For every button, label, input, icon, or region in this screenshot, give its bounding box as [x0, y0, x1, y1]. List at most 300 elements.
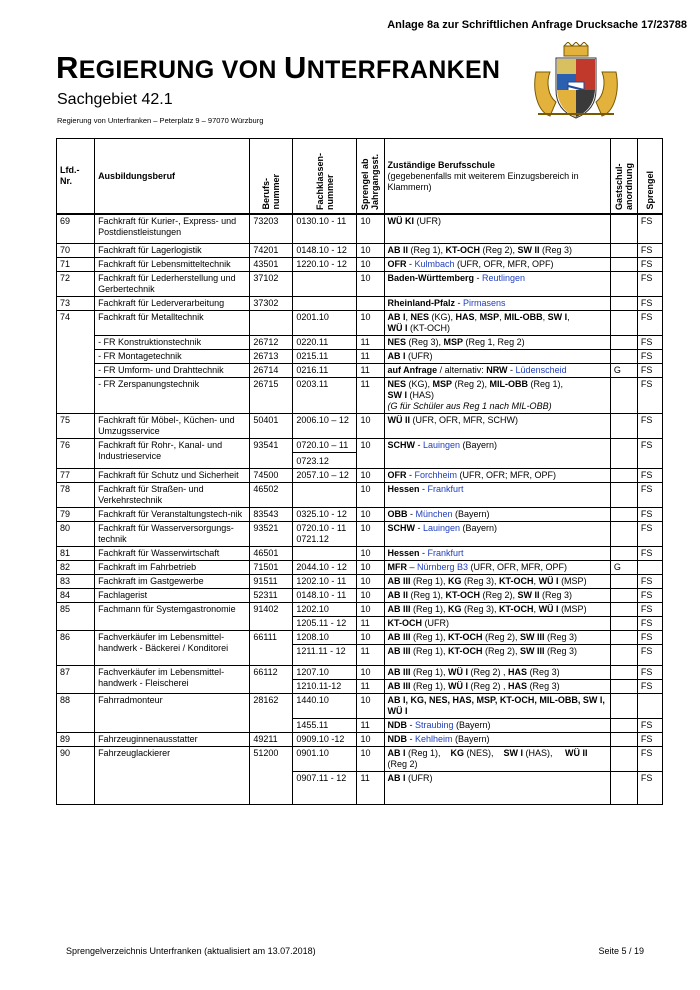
- school-text: (UFR, OFR, MFR, SCHW): [410, 414, 518, 425]
- school-code: AB III: [387, 645, 411, 656]
- row-school: [384, 746, 610, 771]
- row-fachklasse: 1205.11 - 12: [293, 616, 357, 630]
- col-sprengel: [637, 139, 662, 215]
- row-beruf: Fachkraft für Metalltechnik: [95, 310, 250, 335]
- school-location-link: Lauingen: [423, 439, 461, 450]
- row-nr: 71: [57, 257, 95, 271]
- row-nr: 72: [57, 271, 95, 296]
- table-row: [57, 630, 663, 644]
- school-text: (Reg 2),: [452, 378, 490, 389]
- school-location-link: Lauingen: [423, 522, 461, 533]
- school-code: AB II: [387, 589, 409, 600]
- school-code: AB III: [387, 631, 411, 642]
- row-sprengel: [637, 560, 662, 574]
- row-gastschul: [610, 271, 637, 296]
- row-sprengel: FS: [637, 243, 662, 257]
- school-text: -: [419, 483, 428, 494]
- row-nr: 84: [57, 588, 95, 602]
- school-code: WÜ I: [448, 680, 469, 691]
- school-text: (Reg 1),: [408, 589, 446, 600]
- row-beruf: Fachmann für Systemgastronomie: [95, 602, 250, 630]
- table-row: [57, 377, 663, 413]
- title-part-1: EGIERUNG VON: [78, 56, 285, 84]
- row-school: [384, 468, 610, 482]
- row-beruf: Fachlagerist: [95, 588, 250, 602]
- school-text: ,: [474, 311, 480, 322]
- school-location-link: Frankfurt: [427, 483, 464, 494]
- school-text: (Reg 2) ,: [468, 666, 509, 677]
- row-sprengel-ab: 11: [357, 718, 384, 732]
- row-school: [384, 482, 610, 507]
- subtitle: Sachgebiet 42.1: [57, 91, 173, 108]
- school-code: MFR: [387, 561, 407, 572]
- row-sprengel-ab: 10: [357, 732, 384, 746]
- table-row: [57, 574, 663, 588]
- school-location-link: Kehlheim: [415, 733, 453, 744]
- school-text: (KG),: [429, 311, 456, 322]
- school-text: ,: [542, 311, 548, 322]
- col-ausbildungsberuf: Ausbildungsberuf: [95, 139, 250, 215]
- school-text: (Reg 3): [539, 244, 573, 255]
- school-code: KG: [448, 575, 462, 586]
- school-text: -: [507, 364, 516, 375]
- row-gastschul: [610, 310, 637, 335]
- row-gastschul: [610, 438, 637, 468]
- school-code: AB I, KG, NES, HAS, MSP, KT-OCH, MIL-OBB, SW I, WÜ I: [387, 694, 605, 716]
- row-fachklasse: 1440.10: [293, 693, 357, 718]
- row-gastschul: [610, 377, 637, 413]
- row-sprengel: FS: [637, 296, 662, 310]
- school-text: (Reg 3): [544, 645, 578, 656]
- row-berufsnummer: 26713: [250, 349, 293, 363]
- row-sprengel-ab: 10: [357, 630, 384, 644]
- school-text: (Reg 1),: [410, 666, 449, 677]
- row-school: [384, 588, 610, 602]
- row-school: [384, 630, 610, 644]
- row-nr: 80: [57, 521, 95, 546]
- row-sprengel: FS: [637, 732, 662, 746]
- school-text: (Reg 1, Reg 2): [463, 336, 525, 347]
- row-gastschul: [610, 468, 637, 482]
- row-beruf: - FR Konstruktionstechnik: [95, 335, 250, 349]
- row-sprengel-ab: 10: [357, 214, 384, 243]
- row-sprengel-ab: 10: [357, 588, 384, 602]
- row-sprengel-ab: 10: [357, 271, 384, 296]
- row-sprengel: FS: [637, 546, 662, 560]
- row-gastschul: [610, 335, 637, 349]
- school-code: OFR: [387, 469, 407, 480]
- row-fachklasse: 0215.11: [293, 349, 357, 363]
- sprengel-table: [56, 138, 663, 805]
- title-part-2: NTERFRANKEN: [306, 56, 501, 84]
- table-row: [57, 243, 663, 257]
- school-text: (NES),: [464, 747, 504, 758]
- school-text: -: [407, 733, 415, 744]
- school-code: SCHW: [387, 439, 415, 450]
- row-berufsnummer: [250, 310, 293, 335]
- row-berufsnummer: 73203: [250, 214, 293, 243]
- row-sprengel: FS: [637, 630, 662, 644]
- school-code: HAS: [508, 680, 528, 691]
- row-berufsnummer: 83543: [250, 507, 293, 521]
- col-sprengel-ab: [357, 139, 384, 215]
- row-fachklasse: [293, 482, 357, 507]
- school-text: (KT-OCH): [407, 322, 450, 333]
- row-gastschul: [610, 665, 637, 679]
- school-code: auf Anfrage: [387, 364, 438, 375]
- row-sprengel-ab: 10: [357, 602, 384, 616]
- school-code: KG: [448, 603, 462, 614]
- row-sprengel: FS: [637, 507, 662, 521]
- row-sprengel-ab: 10: [357, 413, 384, 438]
- col-sprengel-label: Sprengel: [644, 171, 655, 210]
- row-sprengel-ab: 10: [357, 693, 384, 718]
- row-fachklasse: 0203.11: [293, 377, 357, 413]
- school-code: Rheinland-Pfalz: [387, 297, 456, 308]
- row-nr: 73: [57, 296, 95, 310]
- school-text: (Reg 3),: [461, 575, 500, 586]
- row-gastschul: [610, 243, 637, 257]
- annex-note: Anlage 8a zur Schriftlichen Anfrage Drucksache 17/23788: [387, 19, 687, 31]
- row-school: [384, 718, 610, 732]
- row-sprengel: FS: [637, 271, 662, 296]
- school-text: -: [419, 547, 428, 558]
- row-school: [384, 271, 610, 296]
- page-number: Seite 5 / 19: [598, 946, 644, 956]
- row-beruf: Fachkraft im Gastgewerbe: [95, 574, 250, 588]
- row-berufsnummer: 93521: [250, 521, 293, 546]
- school-location-link: Kulmbach: [414, 258, 455, 269]
- row-gastschul: [610, 257, 637, 271]
- row-nr: 75: [57, 413, 95, 438]
- school-text: (MSP): [558, 603, 587, 614]
- row-sprengel: FS: [637, 679, 662, 693]
- row-sprengel-ab: 11: [357, 644, 384, 665]
- row-gastschul: [610, 482, 637, 507]
- col-berufsschule: [384, 139, 610, 215]
- row-gastschul: [610, 679, 637, 693]
- school-code: NDB: [387, 733, 407, 744]
- row-nr: 77: [57, 468, 95, 482]
- row-beruf: - FR Zerspanungstechnik: [95, 377, 250, 413]
- row-school: [384, 243, 610, 257]
- row-gastschul: [610, 616, 637, 630]
- row-beruf: Fachkraft im Fahrbetrieb: [95, 560, 250, 574]
- footer-text: Sprengelverzeichnis Unterfranken (aktualisiert am 13.07.2018): [66, 946, 316, 956]
- school-code: HAS: [508, 666, 528, 677]
- col-berufsschule-note: (gegebenenfalls mit weiterem Einzugsbereich in Klammern): [387, 170, 579, 192]
- row-school: [384, 560, 610, 574]
- col-fachklassennummer: [293, 139, 357, 215]
- row-beruf: Fachkraft für Lederherstellung und Gerbertechnik: [95, 271, 250, 296]
- table-row: [57, 296, 663, 310]
- table-row: [57, 602, 663, 616]
- school-code: AB I: [387, 350, 406, 361]
- school-code: AB I: [387, 772, 406, 783]
- row-sprengel-ab: 11: [357, 363, 384, 377]
- school-code: SW III: [520, 631, 545, 642]
- row-sprengel-ab: 11: [357, 771, 384, 804]
- row-sprengel-ab: 10: [357, 560, 384, 574]
- row-gastschul: [610, 521, 637, 546]
- row-sprengel-ab: 10: [357, 546, 384, 560]
- school-text: -: [474, 272, 483, 283]
- row-school: [384, 679, 610, 693]
- school-code: NES: [387, 336, 407, 347]
- row-sprengel: FS: [637, 665, 662, 679]
- school-text: (Reg 3): [544, 631, 578, 642]
- row-beruf: Fahrradmonteur: [95, 693, 250, 732]
- row-beruf: Fachverkäufer im Lebensmittel-handwerk - Bäckerei / Konditorei: [95, 630, 250, 665]
- row-fachklasse: 1455.11: [293, 718, 357, 732]
- row-fachklasse: 0901.10: [293, 746, 357, 771]
- row-gastschul: [610, 746, 637, 771]
- row-berufsnummer: 49211: [250, 732, 293, 746]
- col-berufsnummer-label: Berufs- nummer: [261, 174, 282, 210]
- school-text: -: [415, 439, 423, 450]
- row-fachklasse: 1202.10: [293, 602, 357, 616]
- school-text: (Reg 1),: [405, 747, 451, 758]
- row-berufsnummer: 46502: [250, 482, 293, 507]
- row-school: [384, 335, 610, 349]
- school-code: KT-OCH: [445, 589, 481, 600]
- row-beruf: Fachkraft für Lederverarbeitung: [95, 296, 250, 310]
- school-text: -: [407, 719, 415, 730]
- row-school: [384, 349, 610, 363]
- school-text: (Reg 3): [527, 666, 560, 677]
- row-gastschul: G: [610, 363, 637, 377]
- row-nr: 79: [57, 507, 95, 521]
- row-beruf: - FR Montagetechnik: [95, 349, 250, 363]
- row-beruf: Fachkraft für Veranstaltungstech-nik: [95, 507, 250, 521]
- school-code: SCHW: [387, 522, 415, 533]
- school-code: MSP: [443, 336, 464, 347]
- row-sprengel: FS: [637, 377, 662, 413]
- school-text: ,: [533, 575, 539, 586]
- row-nr: 69: [57, 214, 95, 243]
- row-sprengel: FS: [637, 310, 662, 335]
- row-fachklasse: 0325.10 - 12: [293, 507, 357, 521]
- school-location-link: Forchheim: [414, 469, 458, 480]
- row-beruf: Fachkraft für Lagerlogistik: [95, 243, 250, 257]
- row-gastschul: G: [610, 560, 637, 574]
- row-sprengel: FS: [637, 574, 662, 588]
- school-text: -: [406, 258, 415, 269]
- row-sprengel: FS: [637, 521, 662, 546]
- school-code: KT-OCH: [387, 617, 422, 628]
- school-text: (Reg 1),: [410, 603, 449, 614]
- address: Regierung von Unterfranken – Peterplatz 9 – 97070 Würzburg: [57, 116, 264, 125]
- row-fachklasse: [293, 521, 357, 546]
- school-text: (KG),: [406, 378, 433, 389]
- row-gastschul: [610, 507, 637, 521]
- row-sprengel-ab: 10: [357, 468, 384, 482]
- row-sprengel: FS: [637, 602, 662, 616]
- row-nr: 81: [57, 546, 95, 560]
- row-nr: 88: [57, 693, 95, 732]
- row-beruf: Fachkraft für Möbel-, Küchen- und Umzugsservice: [95, 413, 250, 438]
- row-school: [384, 377, 610, 413]
- school-code: SW II: [517, 589, 540, 600]
- row-fachklasse: [293, 271, 357, 296]
- school-code: HAS: [455, 311, 475, 322]
- row-school: [384, 413, 610, 438]
- school-code: KT-OCH: [448, 631, 483, 642]
- row-sprengel: FS: [637, 588, 662, 602]
- row-sprengel-ab: 10: [357, 746, 384, 771]
- row-beruf: Fachverkäufer im Lebensmittel-handwerk - Fleischerei: [95, 665, 250, 693]
- row-school: [384, 521, 610, 546]
- row-beruf: Fahrzeuglackierer: [95, 746, 250, 804]
- school-code: Hessen: [387, 483, 420, 494]
- row-nr: 83: [57, 574, 95, 588]
- school-code: SW II: [517, 244, 540, 255]
- school-text: (Reg 3): [539, 589, 573, 600]
- row-nr: 82: [57, 560, 95, 574]
- row-berufsnummer: 71501: [250, 560, 293, 574]
- school-code: Hessen: [387, 547, 420, 558]
- row-berufsnummer: 28162: [250, 693, 293, 732]
- row-fachklasse: 0201.10: [293, 310, 357, 335]
- row-fachklasse: 2044.10 - 12: [293, 560, 357, 574]
- school-text: (HAS),: [523, 747, 566, 758]
- row-sprengel-ab: 11: [357, 616, 384, 630]
- table-header-row: [57, 139, 663, 215]
- table-row: [57, 468, 663, 482]
- school-location-link: Frankfurt: [427, 547, 464, 558]
- row-sprengel: FS: [637, 718, 662, 732]
- row-gastschul: [610, 693, 637, 718]
- row-gastschul: [610, 574, 637, 588]
- school-text: (Reg 1),: [410, 680, 449, 691]
- row-sprengel: FS: [637, 438, 662, 468]
- school-code: AB III: [387, 575, 411, 586]
- table-row: [57, 560, 663, 574]
- row-sprengel: FS: [637, 482, 662, 507]
- school-text: (Bayern): [452, 508, 490, 519]
- school-code: OFR: [387, 258, 407, 269]
- school-text: (Bayern): [452, 733, 490, 744]
- row-nr: 70: [57, 243, 95, 257]
- row-gastschul: [610, 718, 637, 732]
- row-fachklasse: 0216.11: [293, 363, 357, 377]
- row-berufsnummer: 91402: [250, 602, 293, 630]
- row-sprengel: FS: [637, 214, 662, 243]
- school-text: (Bayern): [453, 719, 491, 730]
- row-beruf: Fachkraft für Straßen- und Verkehrstechnik: [95, 482, 250, 507]
- row-fachklasse: 1208.10: [293, 630, 357, 644]
- school-text: (UFR): [422, 617, 449, 628]
- row-sprengel: FS: [637, 363, 662, 377]
- row-sprengel: FS: [637, 616, 662, 630]
- row-berufsnummer: 37302: [250, 296, 293, 310]
- row-beruf: Fahrzeuginnenausstatter: [95, 732, 250, 746]
- school-text: (MSP): [558, 575, 587, 586]
- row-gastschul: [610, 602, 637, 616]
- col-berufsschule-title: Zuständige Berufsschule: [387, 159, 496, 170]
- row-berufsnummer: 37102: [250, 271, 293, 296]
- row-fachklasse: 1220.10 - 12: [293, 257, 357, 271]
- table-row: [57, 257, 663, 271]
- title-initial-u: U: [284, 50, 307, 85]
- row-sprengel: FS: [637, 335, 662, 349]
- fachklasse-line: 0723.12: [296, 455, 329, 466]
- col-berufsnummer: [250, 139, 293, 215]
- school-text: -: [407, 508, 416, 519]
- row-sprengel-ab: 10: [357, 482, 384, 507]
- row-fachklasse: [293, 438, 357, 468]
- school-text: ,: [567, 311, 570, 322]
- row-berufsnummer: 52311: [250, 588, 293, 602]
- row-berufsnummer: 26715: [250, 377, 293, 413]
- row-sprengel: FS: [637, 257, 662, 271]
- bavarian-coat-of-arms-icon: [530, 42, 622, 120]
- school-text: (Reg 2),: [482, 631, 521, 642]
- school-location-link: München: [415, 508, 453, 519]
- school-code: NES: [410, 311, 430, 322]
- page-title: [56, 50, 500, 86]
- fachklasse-line: 0720.10 – 11: [293, 439, 356, 453]
- school-code: SW I: [503, 747, 524, 758]
- school-text: –: [407, 561, 418, 572]
- row-beruf: - FR Umform- und Drahttechnik: [95, 363, 250, 377]
- row-fachklasse: 0148.10 - 11: [293, 588, 357, 602]
- row-sprengel-ab: 10: [357, 438, 384, 468]
- row-sprengel-ab: [357, 296, 384, 310]
- row-nr: 85: [57, 602, 95, 630]
- table-row: [57, 507, 663, 521]
- school-code: SW I: [387, 389, 407, 400]
- school-text: (Reg 3),: [406, 336, 444, 347]
- row-gastschul: [610, 771, 637, 804]
- row-gastschul: [610, 588, 637, 602]
- row-berufsnummer: 74500: [250, 468, 293, 482]
- row-gastschul: [610, 413, 637, 438]
- row-nr: 74: [57, 310, 95, 413]
- fachklasse-line: 0721.12: [296, 533, 329, 544]
- row-sprengel-ab: 10: [357, 665, 384, 679]
- school-text: (Reg 2),: [480, 589, 518, 600]
- row-nr: 89: [57, 732, 95, 746]
- row-sprengel-ab: 10: [357, 243, 384, 257]
- row-school: [384, 507, 610, 521]
- row-berufsnummer: 26712: [250, 335, 293, 349]
- title-initial-r: R: [56, 50, 79, 85]
- row-school: [384, 310, 610, 335]
- row-berufsnummer: 74201: [250, 243, 293, 257]
- row-school: [384, 214, 610, 243]
- school-code: NRW: [486, 364, 508, 375]
- row-gastschul: [610, 630, 637, 644]
- row-nr: 90: [57, 746, 95, 804]
- school-text: (Bayern): [460, 439, 498, 450]
- col-sprengel-ab-label: Sprengel ab Jahrgangsst.: [360, 153, 381, 210]
- school-code: AB III: [387, 666, 411, 677]
- school-text: (UFR, OFR; MFR, OPF): [457, 469, 557, 480]
- row-school: [384, 296, 610, 310]
- school-code: MIL-OBB: [504, 311, 543, 322]
- table-row: [57, 214, 663, 243]
- school-code: WÜ I: [538, 575, 559, 586]
- row-sprengel: FS: [637, 746, 662, 771]
- school-note: (G für Schüler aus Reg 1 nach MIL-OBB): [387, 400, 552, 411]
- school-code: WÜ I: [448, 666, 469, 677]
- row-school: [384, 438, 610, 468]
- row-beruf: Fachkraft für Kurier-, Express- und Postdienstleistungen: [95, 214, 250, 243]
- row-gastschul: [610, 349, 637, 363]
- school-text: (Reg 2): [387, 747, 591, 769]
- row-fachklasse: 1210.11-12: [293, 679, 357, 693]
